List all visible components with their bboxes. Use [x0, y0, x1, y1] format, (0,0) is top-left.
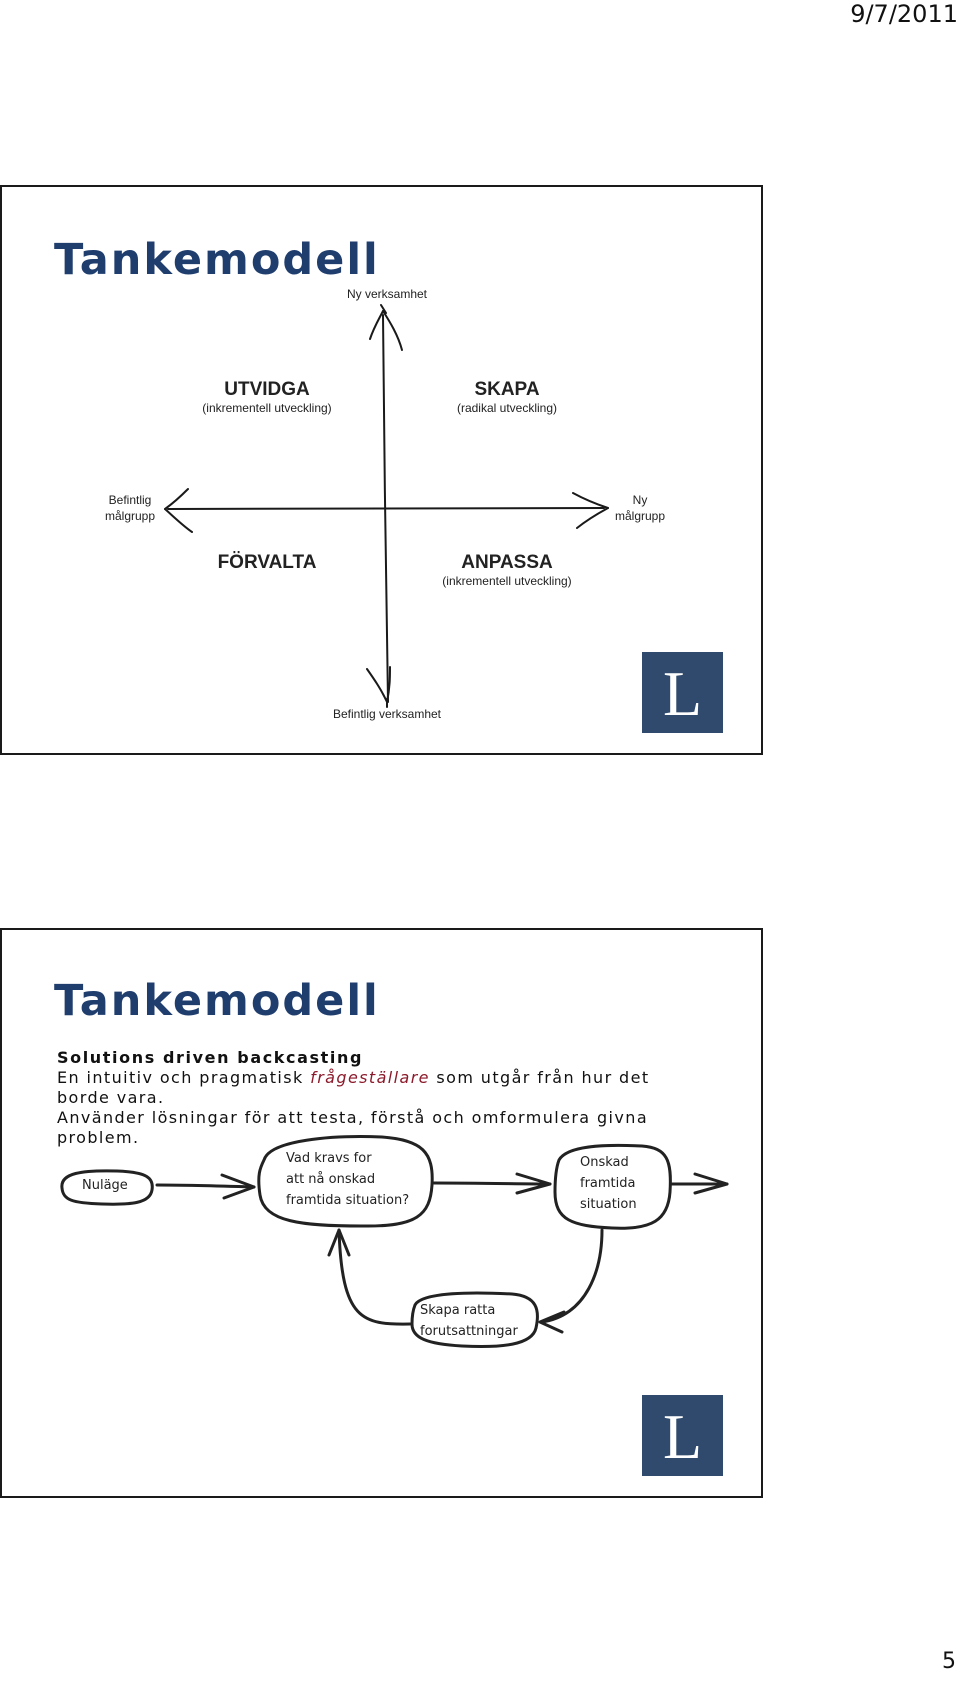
header-date: 9/7/2011: [850, 0, 958, 28]
body-accent-word: frågeställare: [310, 1068, 430, 1087]
flow-node-line: framtida situation?: [286, 1193, 410, 1208]
body-text-segment: som utgår från hur det borde vara.: [57, 1068, 650, 1107]
quadrant-top-left: [182, 379, 352, 415]
axis-label-right-line1: Ny: [632, 493, 648, 507]
quadrant-title: SKAPA: [474, 379, 540, 400]
flow-node-line: situation: [580, 1197, 637, 1212]
quadrant-bottom-left: [182, 552, 352, 574]
axis-label-right: [602, 492, 678, 524]
quadrant-subtitle: (radikal utveckling): [456, 401, 558, 415]
slide-1: [0, 185, 763, 755]
quadrant-title: ANPASSA: [461, 552, 553, 573]
quadrant-subtitle: (inkrementell utveckling): [442, 574, 572, 588]
flow-node-line: Skapa ratta: [420, 1303, 496, 1318]
quadrant-title: FÖRVALTA: [217, 552, 317, 573]
flow-node-forutsattningar-text: [420, 1300, 518, 1342]
quadrant-title: UTVIDGA: [224, 379, 310, 400]
body-heading: Solutions driven backcasting: [57, 1048, 364, 1067]
flow-node-line: Onskad: [580, 1155, 629, 1170]
flow-node-onskad-text: [580, 1152, 637, 1215]
axis-label-left-line2: målgrupp: [104, 509, 156, 523]
flow-node-line: att nå onskad: [286, 1172, 376, 1187]
quadrant-bottom-right: [422, 552, 592, 588]
slide-title: Tankemodell: [54, 976, 380, 1026]
flow-node-nulage-text: Nuläge: [82, 1178, 128, 1193]
slide-2: [0, 928, 763, 1498]
flow-node-line: forutsattningar: [420, 1324, 518, 1339]
quadrant-subtitle: (inkrementell utveckling): [202, 401, 332, 415]
quadrant-top-right: [422, 379, 592, 415]
axis-label-top: Ny verksamhet: [346, 287, 428, 301]
logo: [642, 1395, 723, 1476]
logo-letter: L: [662, 657, 703, 729]
flow-node-line: Vad kravs for: [286, 1151, 372, 1166]
page-number: 5: [942, 1649, 956, 1674]
axis-label-left-line1: Befintlig: [108, 493, 152, 507]
axis-label-right-line2: målgrupp: [614, 509, 666, 523]
axis-label-bottom: Befintlig verksamhet: [332, 707, 442, 721]
body-line-2: Använder lösningar för att testa, förstå och omformulera givna problem.: [57, 1108, 649, 1147]
axis-label-left: [92, 492, 168, 524]
flow-node-line: framtida: [580, 1176, 636, 1191]
logo: [642, 652, 723, 733]
slide-title: Tankemodell: [54, 235, 380, 285]
body-text-segment: En intuitiv och pragmatisk: [57, 1068, 311, 1087]
logo-letter: L: [662, 1400, 703, 1472]
flow-node-krav-text: [286, 1148, 409, 1211]
